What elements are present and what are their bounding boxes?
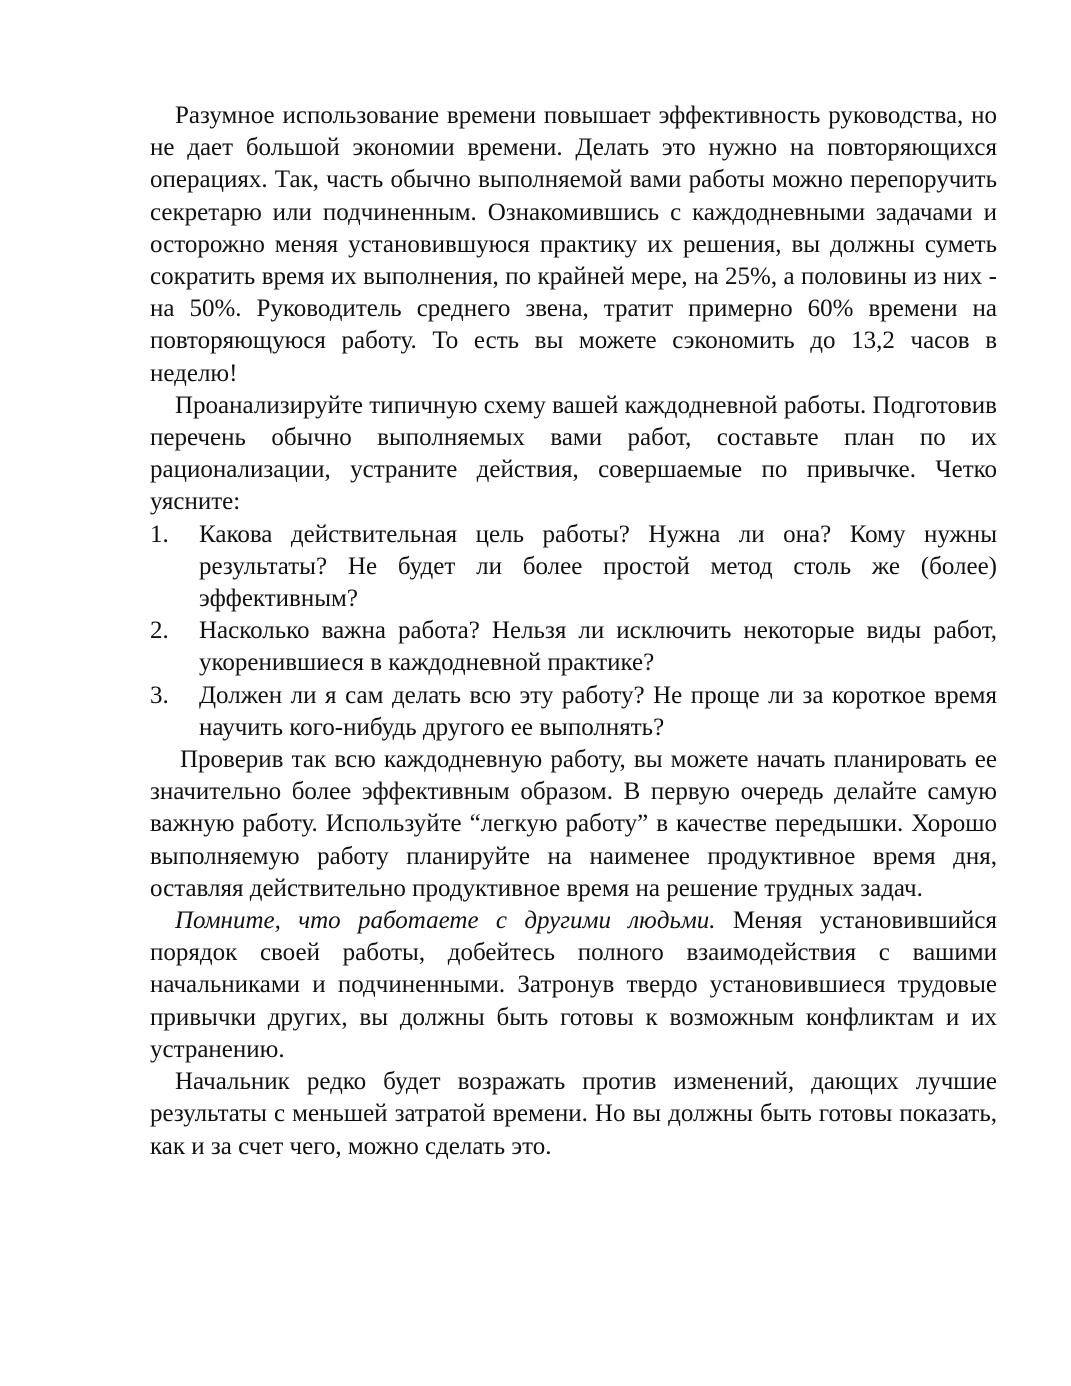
- list-item: [150, 519, 997, 616]
- list-item-text: Какова действительная цель работы? Нужна ли она? Кому нужны результаты? Не будет ли более простой метод столь же (более) эффективным?: [199, 520, 997, 613]
- paragraph-analyze-work: Проанализируйте типичную схему вашей каждодневной работы. Подготовив перечень обычно выполняемых вами работ, составьте план по их рационализации, устраните действия, совершаемые по привычке. Четко уясните:: [150, 391, 997, 516]
- list-item-number: 3.: [150, 681, 169, 709]
- document-page: [150, 100, 997, 1163]
- paragraph-other-people-text: Меняя установившийся порядок своей работы, добейтесь полного взаимодействия с вашими начальниками и подчиненными. Затронув твердо установившиеся трудовые привычки других, вы должны быть готовы к возможным конфликтам и их устранению.: [150, 907, 997, 1063]
- list-item: [150, 615, 997, 679]
- list-item-text: Насколько важна работа? Нельзя ли исключить некоторые виды работ, укоренившиеся в каждодневной практике?: [199, 617, 997, 677]
- paragraph-boss: Начальник редко будет возражать против изменений, дающих лучшие результаты с меньшей затратой времени. Но вы должны быть готовы показать, как и за счет чего, можно сделать это.: [150, 1068, 997, 1160]
- list-item: [150, 680, 997, 744]
- paragraph-time-usage: Разумное использование времени повышает эффективность руководства, но не дает большой экономии времени. Делать это нужно на повторяющихся операциях. Так, часть обычно выполняемой вами работы можно перепоручить секретарю или подчиненным. Ознакомившись с каждодневными задачами и осторожно меняя установившуюся практику их решения, вы должны суметь сократить время их выполнения, по крайней мере, на 25%, а половины из них - на 50%. Руководитель среднего звена, тратит примерно 60% времени на повторяющуюся работу. То есть вы можете сэкономить до 13,2 часов в неделю!: [150, 102, 997, 387]
- emphasis-remember: Помните, что работаете с другими людьми.: [175, 907, 716, 935]
- list-item-text: Должен ли я сам делать всю эту работу? Не проще ли за короткое время научить кого-нибудь другого ее выполнять?: [199, 681, 997, 741]
- paragraph-plan-work: Проверив так всю каждодневную работу, вы можете начать планировать ее значительно более эффективным образом. В первую очередь делайте самую важную работу. Используйте “легкую работу” в качестве передышки. Хорошо выполняемую работу планируйте на наименее продуктивное время дня, оставляя действительно продуктивное время на решение трудных задач.: [150, 746, 997, 902]
- list-item-number: 2.: [150, 617, 169, 645]
- list-item-number: 1.: [150, 520, 169, 548]
- paragraph-other-people: [150, 905, 997, 1066]
- questions-list: [150, 519, 997, 744]
